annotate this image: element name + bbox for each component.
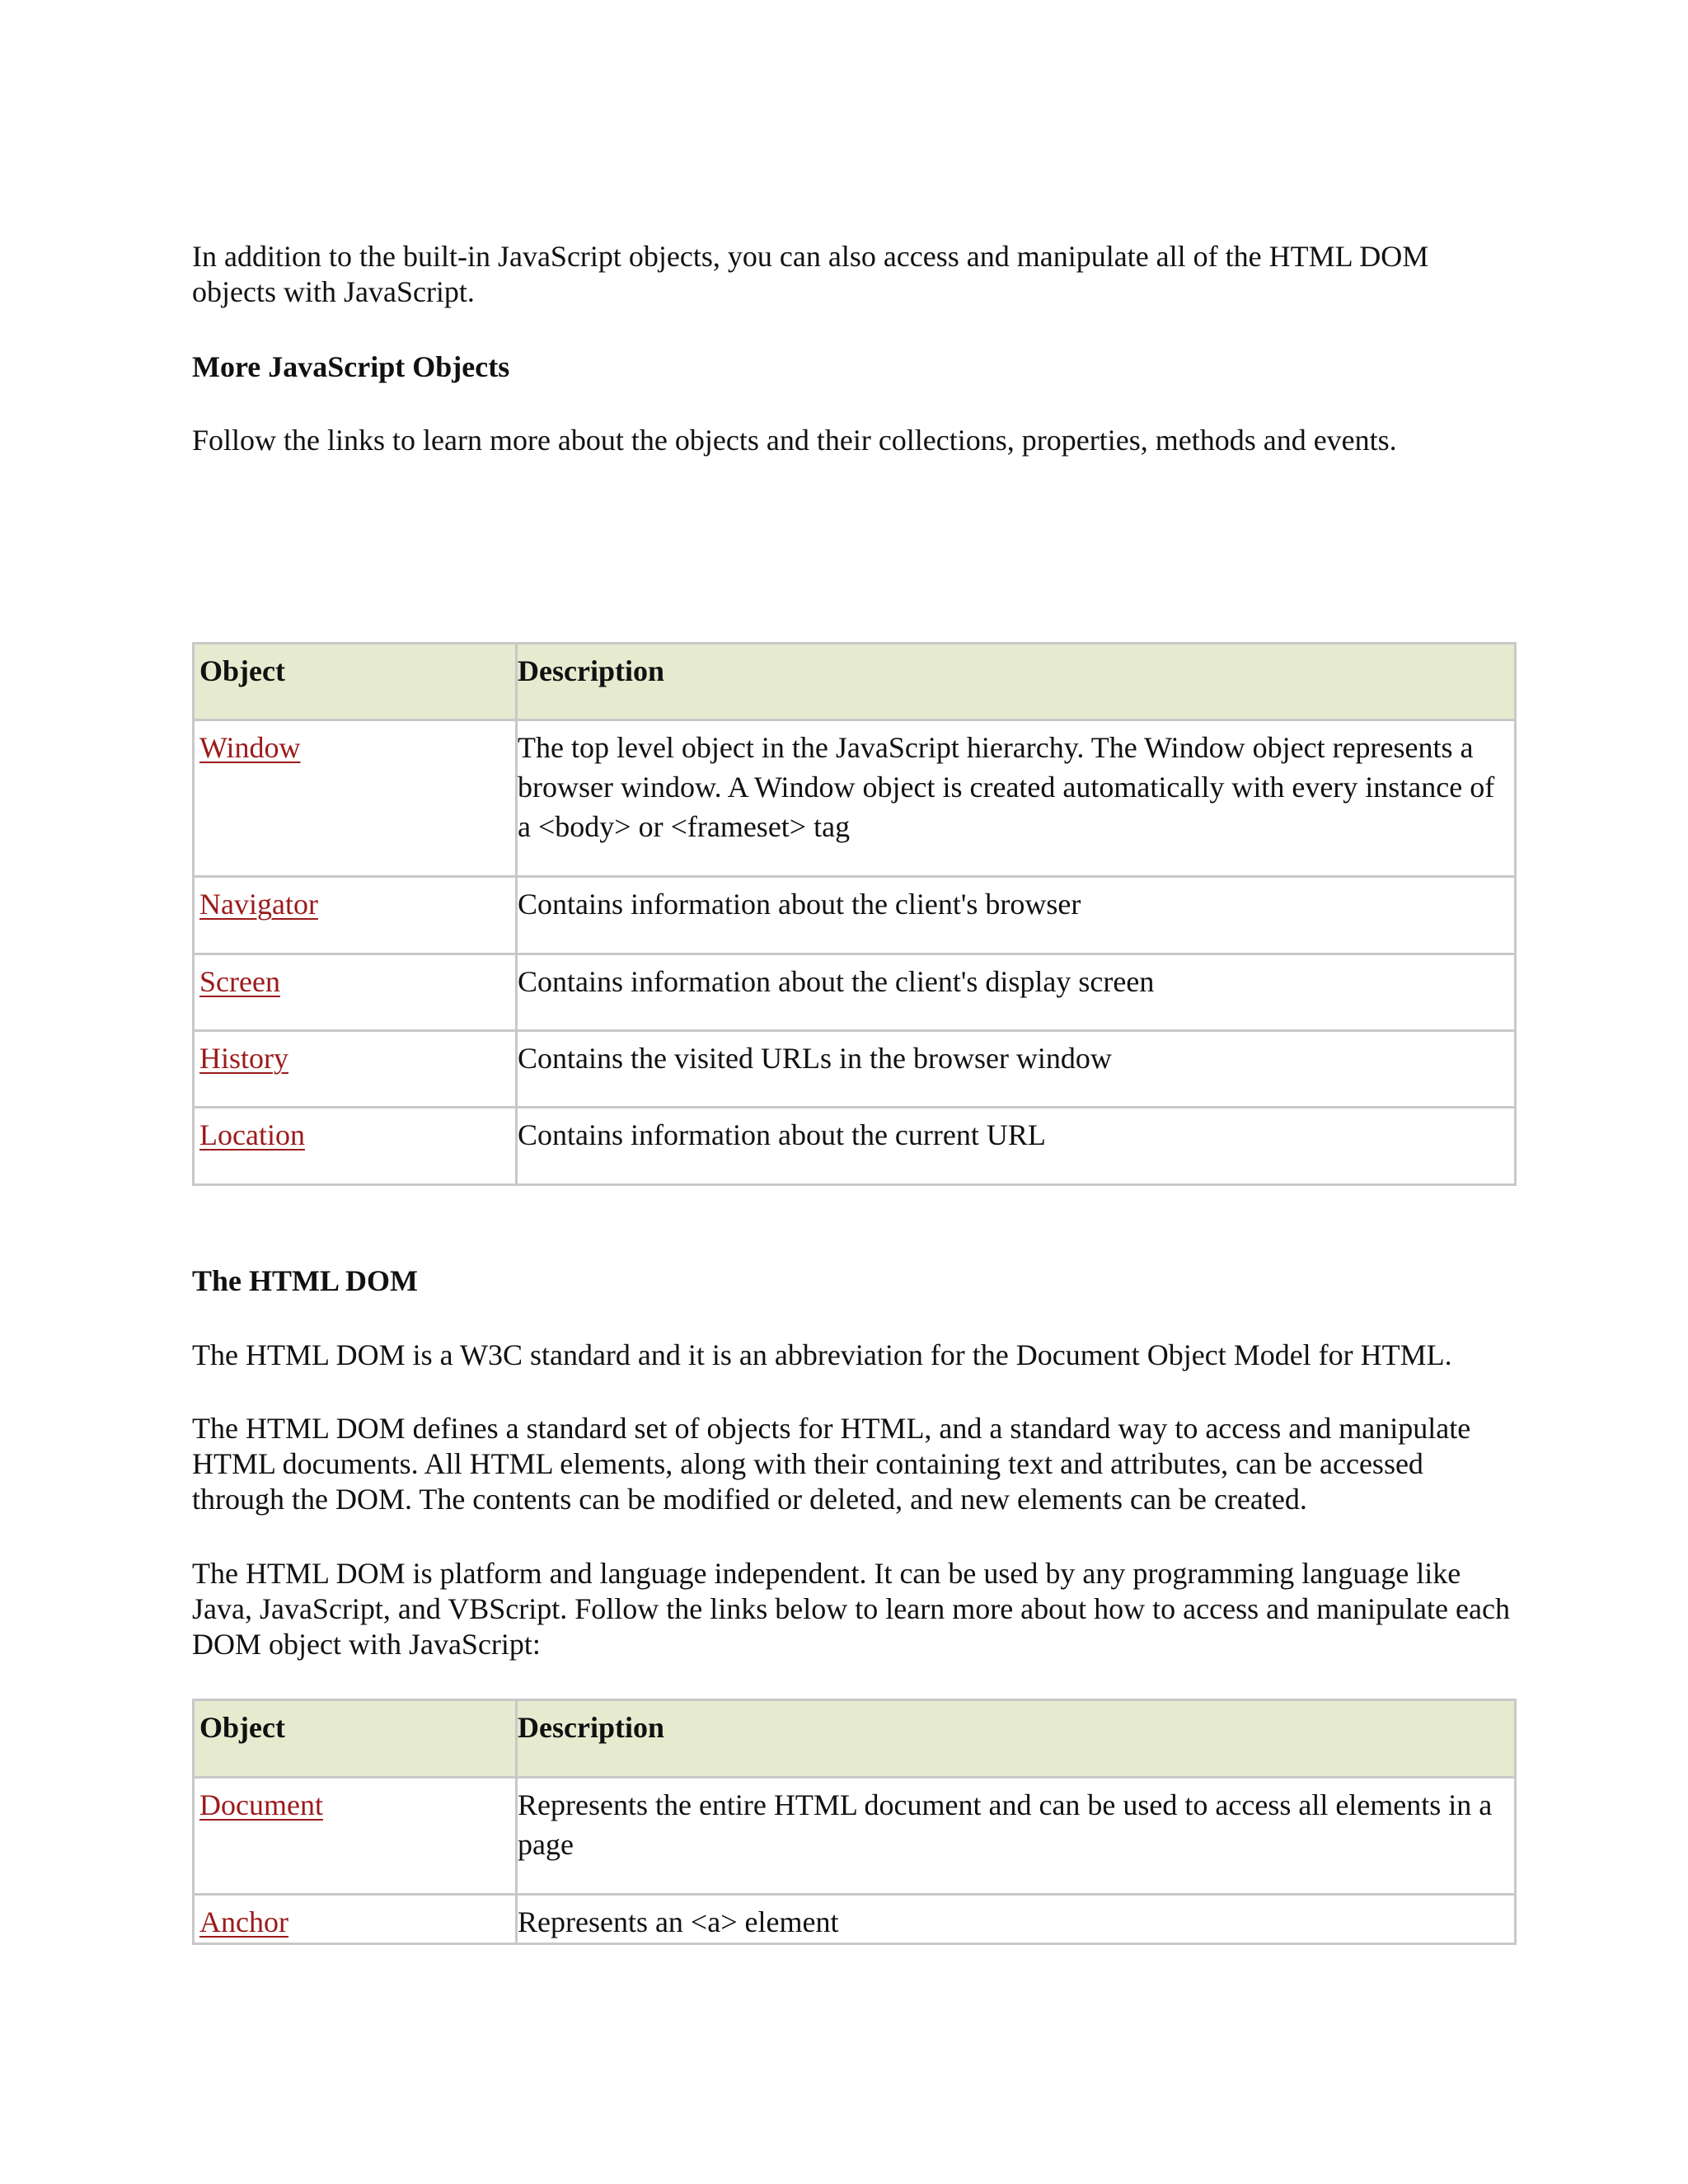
link-window[interactable]: Window bbox=[199, 731, 301, 764]
section-heading-more-objects: More JavaScript Objects bbox=[192, 350, 510, 383]
intro-paragraph: In addition to the built-in JavaScript objects, you can also access and manipulate all of the HTML DOM objects with JavaScript. bbox=[192, 240, 1429, 308]
table-header-row bbox=[194, 644, 1516, 720]
link-anchor[interactable]: Anchor bbox=[199, 1905, 288, 1938]
description-cell: Represents an <a> element bbox=[517, 1895, 1516, 1944]
table-row bbox=[194, 720, 1516, 877]
table-row bbox=[194, 1778, 1516, 1895]
column-header-description: Description bbox=[517, 644, 1516, 720]
browser-objects-table bbox=[192, 642, 1517, 1186]
section-heading-html-dom: The HTML DOM bbox=[192, 1264, 419, 1297]
dom-paragraph-3: The HTML DOM is platform and language independent. It can be used by any programming language like Java, JavaScript, and VBScript. Follow the links below to learn more about how to access and manipulate each DOM object with JavaScript: bbox=[192, 1557, 1510, 1661]
table-row bbox=[194, 954, 1516, 1031]
object-cell bbox=[194, 1108, 517, 1185]
object-cell bbox=[194, 877, 517, 954]
link-history[interactable]: History bbox=[199, 1042, 288, 1075]
column-header-object: Object bbox=[194, 1700, 517, 1778]
link-screen[interactable]: Screen bbox=[199, 965, 280, 998]
link-location[interactable]: Location bbox=[199, 1118, 305, 1151]
link-document[interactable]: Document bbox=[199, 1788, 323, 1821]
object-cell bbox=[194, 1895, 517, 1944]
description-cell: Contains information about the client's display screen bbox=[517, 954, 1516, 1031]
object-cell bbox=[194, 1778, 517, 1895]
column-header-object: Object bbox=[194, 644, 517, 720]
description-cell: The top level object in the JavaScript hierarchy. The Window object represents a browser window. A Window object is created automatically with every instance of a <body> or <frameset> tag bbox=[517, 720, 1516, 877]
dom-paragraph-2: The HTML DOM defines a standard set of objects for HTML, and a standard way to access and manipulate HTML documents. All HTML elements, along with their containing text and attributes, can be accessed through the DOM. The contents can be modified or deleted, and new elements can be created. bbox=[192, 1412, 1471, 1516]
column-header-description: Description bbox=[517, 1700, 1516, 1778]
object-cell bbox=[194, 1031, 517, 1108]
table-row bbox=[194, 1108, 1516, 1185]
table-header-row bbox=[194, 1700, 1516, 1778]
follow-links-paragraph: Follow the links to learn more about the objects and their collections, properties, methods and events. bbox=[192, 424, 1397, 457]
object-cell bbox=[194, 954, 517, 1031]
table-row bbox=[194, 1895, 1516, 1944]
dom-objects-table bbox=[192, 1699, 1517, 1945]
description-cell: Contains the visited URLs in the browser window bbox=[517, 1031, 1516, 1108]
object-cell bbox=[194, 720, 517, 877]
dom-paragraph-1: The HTML DOM is a W3C standard and it is an abbreviation for the Document Object Model for HTML. bbox=[192, 1338, 1452, 1371]
description-cell: Contains information about the client's browser bbox=[517, 877, 1516, 954]
description-cell: Contains information about the current URL bbox=[517, 1108, 1516, 1185]
description-cell: Represents the entire HTML document and can be used to access all elements in a page bbox=[517, 1778, 1516, 1895]
table-row bbox=[194, 877, 1516, 954]
link-navigator[interactable]: Navigator bbox=[199, 888, 318, 921]
table-row bbox=[194, 1031, 1516, 1108]
